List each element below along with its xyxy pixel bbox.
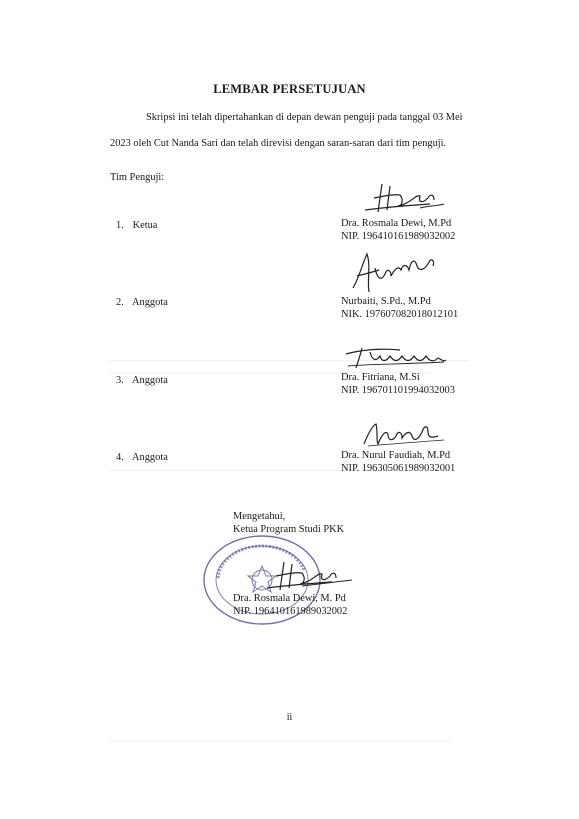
acknowledgement-label: Mengetahui, bbox=[233, 511, 286, 522]
team-label: Tim Penguji: bbox=[110, 172, 165, 183]
paragraph-line-1: Skripsi ini telah dipertahankan di depan dewan penguji pada tanggal 03 Mei bbox=[146, 112, 463, 123]
examiner-role-3: 3. Anggota bbox=[116, 375, 168, 386]
signature-image-2 bbox=[345, 248, 440, 296]
examiner-name-1: Dra. Rosmala Dewi, M.Pd bbox=[341, 218, 452, 229]
signature-image-3 bbox=[340, 340, 450, 372]
program-head-position: Ketua Program Studi PKK bbox=[233, 524, 345, 535]
examiner-role-4: 4. Anggota bbox=[116, 452, 168, 463]
signature-image-4 bbox=[358, 418, 448, 450]
examiner-role-1: 1. Ketua bbox=[116, 220, 158, 231]
examiner-name-2: Nurbaiti, S.Pd., M.Pd bbox=[341, 296, 431, 307]
page-title: LEMBAR PERSETUJUAN bbox=[213, 82, 366, 96]
examiner-id-1: NIP. 196410161989032002 bbox=[341, 231, 456, 242]
program-head-id: NIP. 196410161989032002 bbox=[233, 606, 348, 617]
examiner-id-3: NIP. 196701101994032003 bbox=[341, 385, 455, 396]
examiner-id-4: NIP. 196305061989032001 bbox=[341, 463, 456, 474]
signature-image-head bbox=[262, 558, 357, 594]
page-number: ii bbox=[286, 712, 293, 723]
paragraph-line-2: 2023 oleh Cut Nanda Sari dan telah direvisi dengan saran-saran dari tim penguji. bbox=[110, 138, 447, 149]
examiner-role-2: 2. Anggota bbox=[116, 297, 168, 308]
program-head-name: Dra. Rosmala Dewi, M. Pd bbox=[233, 593, 346, 604]
examiner-name-3: Dra. Fitriana, M.Si bbox=[341, 372, 420, 383]
signature-image-1 bbox=[360, 180, 450, 216]
examiner-id-2: NIK. 197607082018012101 bbox=[341, 309, 459, 320]
examiner-name-4: Dra. Nurul Faudiah, M.Pd bbox=[341, 450, 451, 461]
